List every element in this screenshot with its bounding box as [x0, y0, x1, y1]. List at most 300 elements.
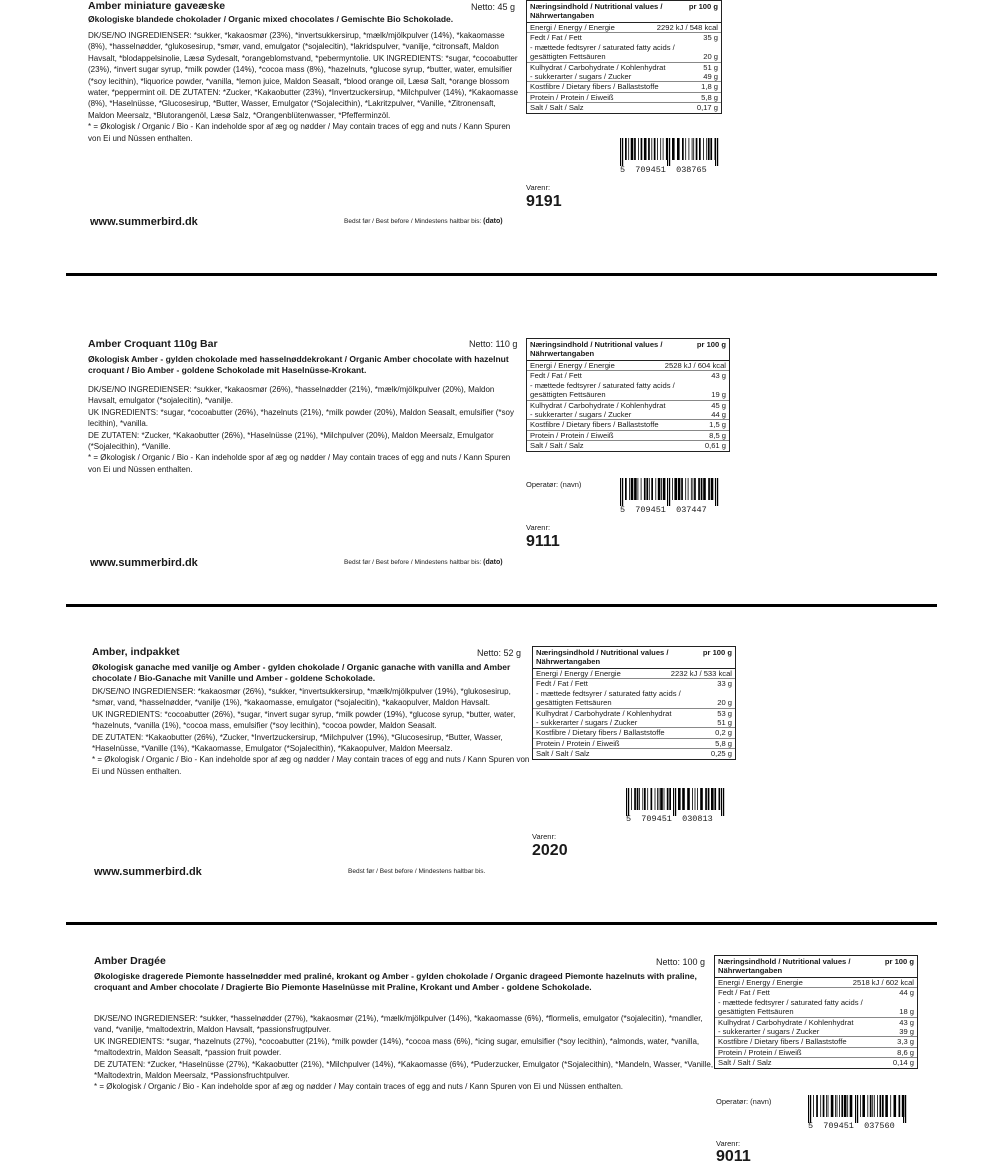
barcode-bar	[678, 788, 681, 810]
barcode-bar	[715, 138, 716, 166]
barcode-bars	[808, 1095, 908, 1123]
operator-field: Operatør: (navn)	[716, 1097, 772, 1106]
ingredients-text: DK/SE/NO INGREDIENSER: *sukker, *kakaosmør (23%), *invertsukkersirup, *mælk/mjölkpulver (14%), *kakaomasse (8%), *hasselnødder, *glukosesirup, *smør, vand, emulgator (*sojalecitin), *lakridspulver, *vanilje, *citronsaft, Maldon Havsalt, *blodappelsinolie, Læsø Sydesalt, *orangeblomstvand, *pebermyntolie. UK INGREDIENTS: *sugar, *cocoabutter (23%), *invert sugar syrup, *milk powder (14%), *cocoa mass (8%), *hazelnuts, *glucose syrup, *butter, water, emulsifier (*soy lecithin), *liquorice powder, *vanilla, *lemon juice, Maldon Seasalt, *blood orange oil, Læsø Salt, *orange blossom water, *peppermint oil. DE ZUTATEN: *Zucker, *Kakaobutter (23%), *Invertzuckersirup, *Milchpulver (14%), *Kakaomasse (8%), *Haselnüsse, *Glucosesirup, *Butter, Wasser, Emulgator (*Sojalecithin), *Lakritzpulver, *Vanille, *Zitronensaft, Maldon Meersalz, *Blutorangenöl, Læsø Salz, *Orangenblütenwasser, *Pfefferminzöl.	[88, 31, 519, 120]
barcode-bar	[667, 138, 668, 166]
nutrient-name: Kulhydrat / Carbohydrate / Kohlenhydrat	[530, 400, 666, 410]
product-label-4	[88, 955, 938, 1174]
barcode-bar	[820, 1095, 821, 1117]
barcode-bar	[701, 478, 703, 500]
barcode-bar	[693, 138, 694, 160]
nutrient-value: 2232 kJ / 533 kcal	[670, 669, 732, 678]
ingredients-text-de: DE ZUTATEN: *Kakaobutter (26%), *Zucker, *Invertzuckersirup, *Milchpulver (19%), *Glucosesirup, *Butter, Wasser, *Haselnüsse, *Vanille (1%), *Kakaomasse, Emulgator (*Sojalecithin), *Kakaopulver, Maldon Meersalz.	[92, 732, 503, 754]
barcode-bar	[877, 1095, 878, 1117]
nutrient-value: 0,17 g	[696, 103, 718, 113]
nutrient-value: 2518 kJ / 602 kcal	[852, 978, 914, 987]
nutrition-row	[527, 440, 729, 450]
ingredients-text-dk: DK/SE/NO INGREDIENSER: *sukker, *kakaosmør (26%), *hasselnødder (21%), *mælk/mjölkpulver (20%), Maldon Havsalt, emulgator (*sojalecitin), *vanilje.	[88, 385, 495, 406]
barcode-bar	[654, 138, 656, 160]
barcode-bar	[646, 478, 648, 500]
barcode-bar	[837, 1095, 838, 1117]
ingredients-text-dk: DK/SE/NO INGREDIENSER: *sukker, *hasselnødder (27%), *kakaosmør (21%), *mælk/mjölkpulver (14%), *kakaomasse (6%), *flormelis, emulgator (*sojalecitin), *mandler, vand, *vanilje, *maltodextrin, Maldon Havsalt, *passionsfrugtpulver.	[94, 1014, 703, 1035]
barcode-bar	[651, 478, 653, 500]
barcode-bar	[839, 1095, 840, 1117]
nutrient-value: 39 g	[899, 1027, 914, 1037]
product-description: Økologiske dragerede Piemonte hasselnødder med praliné, krokant og Amber - gylden chokolade / Organic drageed Piemonte hazelnuts with praline, croquant and Amber chocolate / Dragierte Bio Piemonte Haselnüsse mit Praline, Krokant und Amber - goldene Schokolade.	[94, 971, 697, 992]
operator-field: Operatør: (navn)	[526, 480, 582, 489]
product-title: Amber, indpakket	[92, 646, 180, 658]
best-before-date: (dato)	[483, 559, 503, 566]
nutrient-value: 1,5 g	[709, 420, 726, 430]
barcode-bar	[644, 478, 646, 500]
nutrient-value: 0,14 g	[892, 1058, 914, 1068]
ingredients-text-uk: UK INGREDIENTS: *sugar, *hazelnuts (27%), *cocoabutter (21%), *milk powder (14%), *cocoa mass (6%), *icing sugar, emulsifier (*soy lecithin), *almonds, water, *vanilla, *maltodextrin, Maldon Seasalt, *passion fruit powder.	[94, 1036, 700, 1058]
ingredients-text-de: DE ZUTATEN: *Zucker, *Haselnüsse (27%), *Kakaobutter (21%), *Milchpulver (14%), *Kakaomasse (6%), *Puderzucker, Emulgator (*Sojalecithin), *Mandeln, Wasser, *Vanille, *Maltodextrin, Maldon Meersalz, *Passionsfruchtpulver.	[94, 1059, 714, 1081]
barcode-bar	[692, 788, 693, 810]
nutrient-value: 44 g	[711, 410, 726, 420]
barcode-bar	[682, 788, 685, 810]
nutrient-name: Protein / Protein / Eiweiß	[536, 738, 620, 748]
barcode	[808, 1095, 908, 1123]
nutrition-header	[527, 339, 729, 361]
barcode-bar	[641, 478, 642, 500]
nutrition-row	[527, 400, 729, 410]
ingredients-block	[88, 30, 524, 144]
ingredients-text-uk: UK INGREDIENTS: *cocoabutter (26%), *sugar, *invert sugar syrup, *milk powder (19%), *glucose syrup, *butter, water, *hazelnuts, *vanilla (1%), *cocoa mass, emulsifier (*soy lecithin), *cocoa powder, Maldon Seasalt.	[92, 709, 516, 731]
nutrition-row	[533, 738, 735, 748]
nutrition-table	[526, 0, 722, 114]
barcode-bar	[885, 1095, 888, 1117]
nutrient-value: 45 g	[711, 400, 726, 410]
best-before-label: Bedst før / Best before / Mindestens haltbar bis.	[348, 868, 486, 875]
nutrition-row	[527, 381, 729, 400]
best-before	[344, 559, 503, 566]
barcode-bar	[691, 478, 692, 500]
barcode-bar	[641, 138, 643, 160]
barcode-bar	[708, 478, 710, 500]
barcode-bar	[699, 138, 701, 160]
barcode-bar	[711, 788, 714, 810]
item-number-label: Varenr:	[526, 183, 551, 192]
website-link[interactable]: www.summerbird.dk	[94, 866, 202, 878]
barcode-bar	[660, 788, 663, 810]
barcode-bar	[905, 1095, 906, 1123]
barcode-bar	[663, 478, 666, 500]
barcode-bar	[634, 478, 637, 500]
nutrient-value: 0,25 g	[710, 749, 732, 759]
barcode-bar	[647, 788, 648, 810]
barcode-bar	[903, 1095, 904, 1123]
nutrition-row	[715, 978, 917, 987]
barcode-bar	[655, 478, 656, 500]
barcode-bar	[649, 478, 650, 500]
barcode-bar	[631, 788, 632, 810]
barcode-bar	[694, 478, 696, 500]
barcode-bar	[714, 788, 716, 810]
nutrient-value: 20 g	[703, 52, 718, 62]
barcode-bar	[625, 138, 627, 160]
nutrition-row	[715, 1017, 917, 1027]
barcode-bar	[872, 1095, 873, 1117]
nutrient-name: Protein / Protein / Eiweiß	[530, 92, 614, 102]
nutrition-row	[527, 361, 729, 370]
nutrient-name: Energi / Energy / Energie	[718, 978, 803, 987]
best-before	[344, 218, 503, 225]
nutrition-heading: Næringsindhold / Nutritional values / Nährwertangaben	[530, 340, 663, 358]
barcode-bar	[675, 788, 676, 816]
barcode-bar	[717, 138, 718, 166]
barcode-bar	[620, 138, 621, 166]
barcode-bar	[711, 478, 714, 500]
net-weight: Netto: 110 g	[469, 339, 518, 349]
nutrient-name: - sukkerarter / sugars / Zucker	[530, 410, 632, 420]
barcode-bar	[634, 138, 636, 160]
nutrient-name: - mættede fedtsyrer / saturated fatty acids / gesättigten Fettsäuren	[530, 380, 675, 400]
barcode-bar	[674, 478, 677, 500]
barcode-bar	[703, 478, 706, 500]
nutrient-name: Kostfibre / Dietary fibers / Ballaststoffe	[530, 420, 659, 430]
allergen-note: * = Økologisk / Organic / Bio - Kan indeholde spor af æg og nødder / May contain traces of egg and nuts / Kann Spuren von Ei und Nüssen enthalten.	[88, 122, 511, 143]
nutrient-value: 43 g	[899, 1017, 914, 1027]
ingredients-block	[94, 1013, 714, 1093]
nutrient-name: Fedt / Fat / Fett	[530, 371, 582, 381]
barcode-bar	[637, 788, 639, 810]
barcode-bar	[688, 478, 689, 500]
product-title: Amber miniature gaveæske	[88, 0, 226, 12]
barcode-bar	[658, 478, 661, 500]
nutrient-value: 5,8 g	[715, 738, 732, 748]
nutrient-value: 20 g	[717, 698, 732, 708]
barcode-bar	[698, 478, 700, 500]
barcode-bar	[672, 478, 673, 500]
nutrition-row	[533, 669, 735, 678]
barcode-bar	[890, 1095, 891, 1117]
barcode-bar	[719, 788, 721, 810]
nutrition-header	[715, 956, 917, 978]
nutrient-name: - mættede fedtsyrer / saturated fatty acids / gesättigten Fettsäuren	[530, 42, 675, 62]
nutrition-row	[715, 1047, 917, 1057]
nutrition-row	[527, 62, 721, 72]
barcode-bar	[870, 1095, 872, 1117]
item-number-label: Varenr:	[526, 523, 551, 532]
best-before-date: (dato)	[483, 218, 503, 225]
barcode-bar	[847, 1095, 848, 1117]
barcode-bars	[626, 788, 726, 816]
barcode-bar	[663, 138, 664, 160]
barcode-bar	[673, 788, 674, 816]
barcode	[620, 138, 720, 166]
nutrient-name: Fedt / Fat / Fett	[718, 988, 770, 998]
barcode-bar	[867, 1095, 868, 1117]
nutrition-row	[533, 678, 735, 688]
barcode-bar	[657, 788, 658, 810]
barcode-bar	[882, 1095, 884, 1117]
nutrition-row	[527, 72, 721, 81]
barcode-bar	[669, 138, 670, 166]
barcode-bar	[860, 1095, 861, 1117]
product-label-3	[88, 646, 938, 886]
nutrition-row	[715, 1057, 917, 1067]
nutrition-row	[533, 689, 735, 708]
barcode-bar	[667, 788, 669, 810]
product-label-2	[88, 338, 938, 578]
barcode-bar	[638, 478, 639, 500]
barcode-bar	[717, 478, 718, 506]
nutrition-row	[527, 32, 721, 42]
nutrient-value: 43 g	[711, 371, 726, 381]
nutrient-name: Kulhydrat / Carbohydrate / Kohlenhydrat	[536, 708, 672, 718]
barcode	[620, 478, 720, 506]
barcode-bar	[862, 1095, 865, 1117]
allergen-note: * = Økologisk / Organic / Bio - Kan indeholde spor af æg og nødder / May contain traces of egg and nuts / Kann Spuren von Ei und Nüssen enthalten.	[94, 1082, 623, 1092]
barcode-bar	[660, 138, 661, 160]
ingredients-text-de: DE ZUTATEN: *Zucker, *Kakaobutter (26%), *Haselnüsse (21%), *Milchpulver (20%), Maldon Meersalz, Emulgator (*Sojalecithin), *Vanille.	[88, 430, 494, 452]
barcode-bar	[622, 138, 623, 166]
nutrient-value: 35 g	[703, 33, 718, 43]
nutrient-name: Kulhydrat / Carbohydrate / Kohlenhydrat	[718, 1017, 854, 1027]
nutrition-row	[533, 748, 735, 758]
barcode-bar	[715, 478, 716, 506]
barcode-bar	[708, 788, 710, 810]
item-number-label: Varenr:	[716, 1139, 741, 1148]
nutrient-value: 2528 kJ / 604 kcal	[664, 361, 726, 370]
barcode-bars	[620, 478, 720, 506]
barcode-bar	[689, 138, 690, 160]
barcode-bar	[721, 788, 722, 816]
ingredients-block	[92, 686, 530, 777]
barcode-bar	[682, 138, 684, 160]
nutrition-row	[527, 370, 729, 380]
allergen-note: * = Økologisk / Organic / Bio - Kan indeholde spor af æg og nødder / May contain traces of egg and nuts / Kann Spuren von Ei und Nüssen enthalten.	[92, 755, 530, 776]
barcode-bar	[835, 1095, 836, 1117]
barcode-bar	[651, 788, 653, 810]
barcode-bar	[644, 788, 646, 810]
nutrient-name: Kostfibre / Dietary fibers / Ballaststoffe	[718, 1037, 847, 1047]
nutrition-row	[715, 1027, 917, 1036]
nutrition-row	[715, 998, 917, 1017]
nutrition-per: pr 100 g	[702, 648, 732, 657]
barcode-bar	[700, 788, 703, 810]
barcode-bar	[655, 788, 656, 810]
nutrition-per: pr 100 g	[688, 2, 718, 11]
barcode-bar	[850, 1095, 853, 1117]
nutrient-name: Fedt / Fat / Fett	[530, 33, 582, 43]
nutrient-name: - sukkerarter / sugars / Zucker	[530, 72, 632, 82]
barcode-bar	[831, 1095, 834, 1117]
barcode-bar	[710, 138, 712, 160]
nutrient-name: Energi / Energy / Energie	[536, 669, 621, 678]
net-weight: Netto: 100 g	[656, 957, 706, 967]
barcode-bar	[625, 478, 627, 500]
nutrient-name: Salt / Salt / Salz	[530, 441, 584, 451]
nutrition-row	[527, 419, 729, 429]
nutrient-name: Energi / Energy / Energie	[530, 23, 615, 32]
nutrient-name: - sukkerarter / sugars / Zucker	[718, 1027, 820, 1037]
net-weight: Netto: 52 g	[477, 648, 522, 658]
nutrition-heading: Næringsindhold / Nutritional values / Nährwertangaben	[536, 648, 669, 666]
nutrient-value: 51 g	[717, 718, 732, 728]
nutrition-row	[527, 81, 721, 91]
best-before-label: Bedst før / Best before / Mindestens haltbar bis:	[344, 218, 482, 225]
barcode-bar	[844, 1095, 847, 1117]
nutrition-heading: Næringsindhold / Nutritional values / Nährwertangaben	[718, 957, 851, 975]
nutrient-value: 2292 kJ / 548 kcal	[656, 23, 718, 32]
label-divider	[66, 922, 937, 925]
nutrient-name: Protein / Protein / Eiweiß	[718, 1047, 802, 1057]
nutrition-row	[533, 727, 735, 737]
nutrition-row	[527, 410, 729, 419]
nutrition-per: pr 100 g	[696, 340, 726, 349]
nutrition-table	[714, 955, 918, 1069]
website-link[interactable]: www.summerbird.dk	[90, 216, 198, 228]
barcode-bar	[703, 138, 704, 160]
barcode-bar	[810, 1095, 811, 1123]
nutrient-name: Kulhydrat / Carbohydrate / Kohlenhydrat	[530, 62, 666, 72]
nutrient-value: 33 g	[717, 679, 732, 689]
barcode-bar	[808, 1095, 809, 1123]
label-divider	[66, 273, 937, 276]
nutrient-value: 51 g	[703, 62, 718, 72]
barcode-bar	[644, 138, 647, 160]
nutrient-value: 1,8 g	[701, 82, 718, 92]
nutrient-value: 3,3 g	[897, 1037, 914, 1047]
nutrition-row	[527, 430, 729, 440]
barcode-bar	[874, 1095, 875, 1117]
ingredients-text-dk: DK/SE/NO INGREDIENSER: *kakaosmør (26%), *sukker, *invertsukkersirup, *mælk/mjölkpulver (19%), *glukosesirup, *smør, vand, *hasselnødder, *vanilje (1%), *kakaomasse, emulgator (*sojalecitin), *kakaopulver, Maldon Havsalt.	[92, 687, 511, 708]
product-description: Økologisk Amber - gylden chokolade med hasselnøddekrokant / Organic Amber chocolate with hazelnut croquant / Bio Amber - goldene Schokolade mit Haselnüsse-Krokant.	[88, 354, 509, 375]
barcode-bar	[664, 788, 665, 810]
product-label-1	[88, 0, 938, 240]
nutrient-name: - mættede fedtsyrer / saturated fatty acids / gesättigten Fettsäuren	[718, 997, 863, 1017]
barcode-bar	[899, 1095, 901, 1117]
barcode-bar	[638, 138, 639, 160]
barcode-bar	[620, 478, 621, 506]
barcode-bar	[697, 788, 698, 810]
product-description: Økologiske blandede chokolader / Organic mixed chocolates / Gemischte Bio Schokolade.	[88, 14, 454, 24]
website-link[interactable]: www.summerbird.dk	[90, 557, 198, 569]
nutrient-name: Salt / Salt / Salz	[536, 749, 590, 759]
barcode-bar	[894, 1095, 897, 1117]
nutrition-table	[526, 338, 730, 452]
nutrient-value: 5,8 g	[701, 92, 718, 102]
nutrient-name: Protein / Protein / Eiweiß	[530, 430, 614, 440]
barcode-bar	[628, 138, 629, 160]
nutrient-name: Kostfibre / Dietary fibers / Ballaststoffe	[536, 728, 665, 738]
nutrient-name: Kostfibre / Dietary fibers / Ballaststoffe	[530, 82, 659, 92]
barcode-bar	[828, 1095, 829, 1117]
barcode-number: 5 709451 038765	[620, 165, 707, 175]
barcode-bar	[693, 478, 694, 500]
barcode-bar	[880, 1095, 882, 1117]
ingredients-text-uk: UK INGREDIENTS: *sugar, *cocoabutter (26%), *hazelnuts (21%), *milk powder (20%), Maldon Seasalt, emulsifier (*soy lecithin), *vanilla.	[88, 407, 514, 429]
barcode-number: 5 709451 030813	[626, 814, 713, 824]
barcode-bar	[642, 788, 643, 810]
nutrient-name: Fedt / Fat / Fett	[536, 679, 588, 689]
barcode-bar	[826, 1095, 827, 1117]
barcode-bar	[681, 478, 683, 500]
nutrition-table	[532, 646, 736, 760]
barcode-bar	[639, 788, 640, 810]
barcode-bar	[659, 788, 660, 810]
product-description: Økologisk ganache med vanilje og Amber - gylden chokolade / Organic ganache with vanilla and Amber chocolate / Bio-Ganache mit Vanille und Amber - goldene Schokolade.	[92, 662, 511, 683]
item-number: 2020	[532, 842, 568, 859]
barcode-bar	[816, 1095, 818, 1117]
barcode-bar	[705, 788, 707, 810]
nutrition-header	[527, 1, 721, 23]
ingredients-block	[88, 384, 524, 475]
barcode-bar	[672, 138, 675, 160]
barcode-bar	[823, 1095, 825, 1117]
barcode-bar	[813, 1095, 814, 1117]
barcode-bars	[620, 138, 720, 166]
nutrient-value: 19 g	[711, 390, 726, 400]
barcode-bar	[706, 138, 707, 160]
barcode-bar	[629, 478, 630, 500]
barcode-bar	[687, 788, 690, 810]
nutrient-value: 53 g	[717, 708, 732, 718]
nutrient-value: 49 g	[703, 72, 718, 82]
barcode-bar	[696, 138, 698, 160]
barcode-bar	[708, 138, 710, 160]
barcode-bar	[634, 788, 636, 810]
nutrition-row	[533, 718, 735, 727]
nutrient-value: 8,6 g	[897, 1047, 914, 1057]
barcode-bar	[622, 478, 623, 506]
nutrient-value: 0,2 g	[715, 728, 732, 738]
allergen-note: * = Økologisk / Organic / Bio - Kan indeholde spor af æg og nødder / May contain traces of egg and nuts / Kann Spuren von Ei und Nüssen enthalten.	[88, 453, 511, 474]
barcode	[626, 788, 726, 816]
barcode-number: 5 709451 037447	[620, 505, 707, 515]
nutrition-row	[527, 23, 721, 32]
barcode-bar	[628, 788, 629, 816]
barcode-bar	[723, 788, 724, 816]
barcode-bar	[855, 1095, 856, 1123]
barcode-bar	[651, 138, 652, 160]
nutrition-row	[715, 987, 917, 997]
label-divider	[66, 604, 937, 607]
item-number: 9111	[526, 533, 560, 550]
barcode-bar	[692, 138, 693, 160]
barcode-bar	[669, 788, 671, 810]
nutrition-heading: Næringsindhold / Nutritional values / Nährwertangaben	[530, 2, 663, 20]
barcode-bar	[841, 1095, 843, 1117]
barcode-bar	[631, 138, 634, 160]
barcode-bar	[677, 138, 680, 160]
barcode-bar	[631, 478, 634, 500]
barcode-bar	[669, 478, 670, 506]
item-number: 9011	[716, 1148, 751, 1165]
nutrient-value: 8,5 g	[709, 430, 726, 440]
nutrition-row	[527, 92, 721, 102]
nutrient-value: 0,61 g	[704, 441, 726, 451]
barcode-bar	[626, 788, 627, 816]
barcode-bar	[685, 478, 686, 500]
item-number-label: Varenr:	[532, 832, 557, 841]
product-title: Amber Dragée	[94, 955, 166, 967]
barcode-bar	[678, 478, 681, 500]
nutrition-row	[533, 708, 735, 718]
nutrient-value: 18 g	[899, 1007, 914, 1017]
nutrition-row	[715, 1036, 917, 1046]
nutrition-row	[527, 102, 721, 112]
nutrient-name: Energi / Energy / Energie	[530, 361, 615, 370]
nutrition-header	[533, 647, 735, 669]
nutrient-name: - mættede fedtsyrer / saturated fatty acids / gesättigten Fettsäuren	[536, 688, 681, 708]
barcode-bar	[695, 788, 696, 810]
item-number: 9191	[526, 193, 562, 210]
best-before	[348, 868, 485, 875]
nutrient-value: 44 g	[899, 988, 914, 998]
barcode-bar	[857, 1095, 858, 1123]
